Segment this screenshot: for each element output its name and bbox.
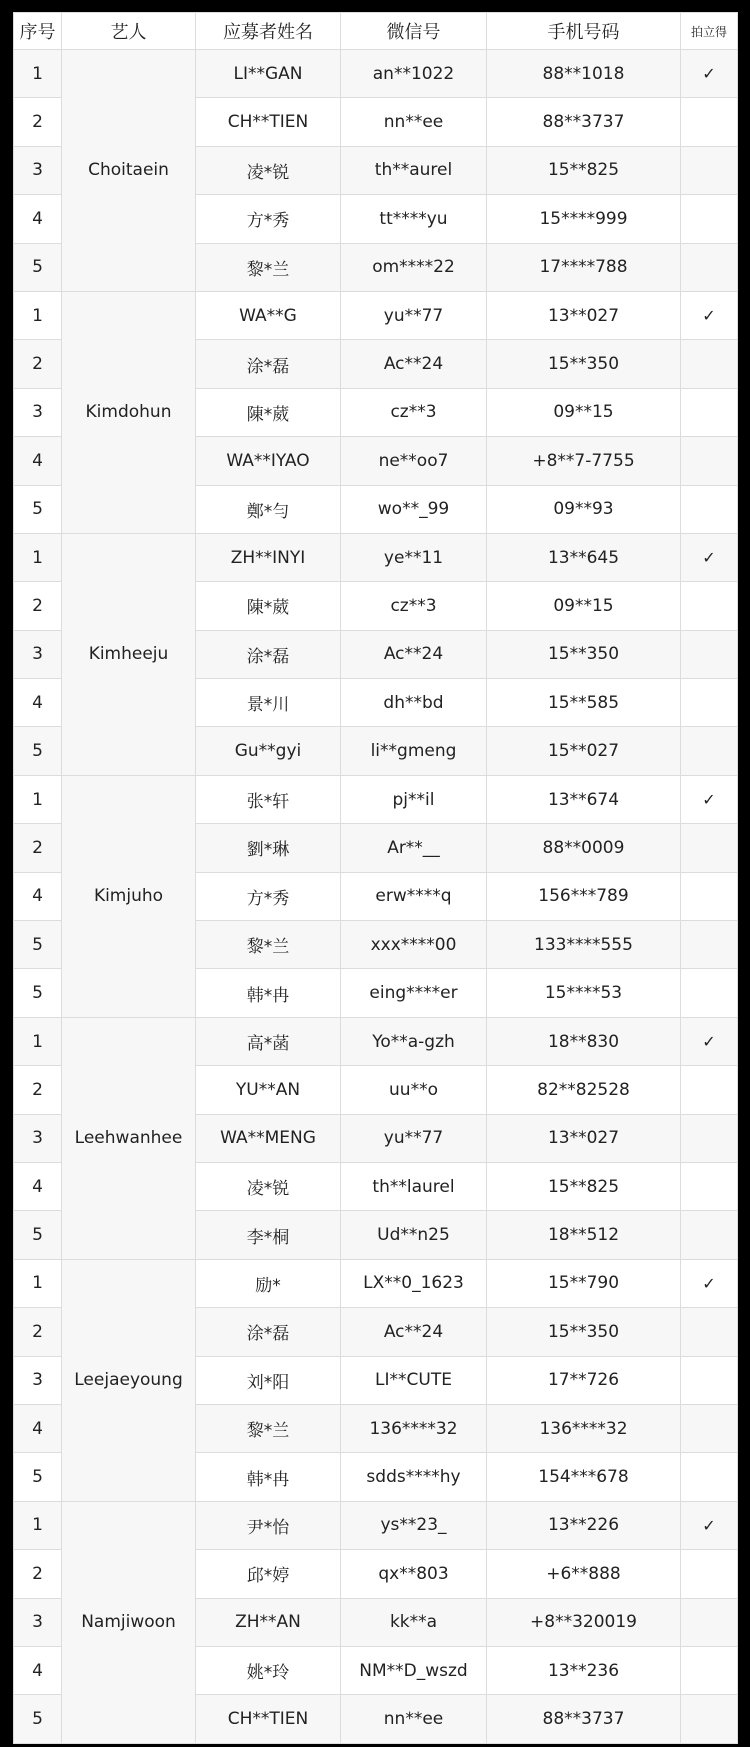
applicant-name: 陳*葳 (196, 388, 341, 436)
artist-name: Choitaein (62, 50, 196, 292)
polaroid-check-mark: ✓ (681, 1259, 738, 1307)
header-artist: 艺人 (62, 13, 196, 50)
row-index: 3 (14, 388, 62, 436)
wechat-id: eing****er (341, 969, 487, 1017)
artist-name: Kimheeju (62, 533, 196, 775)
row-index: 5 (14, 1453, 62, 1501)
table-row (14, 1501, 738, 1549)
row-index: 4 (14, 437, 62, 485)
phone-number: 13**027 (487, 291, 681, 339)
wechat-id: cz**3 (341, 388, 487, 436)
applicant-name: 黎*兰 (196, 921, 341, 969)
wechat-id: om****22 (341, 243, 487, 291)
phone-number: 18**830 (487, 1017, 681, 1065)
polaroid-check-mark (681, 1114, 738, 1162)
wechat-id: nn**ee (341, 1695, 487, 1743)
table-row (14, 1259, 738, 1307)
wechat-id: sdds****hy (341, 1453, 487, 1501)
wechat-id: erw****q (341, 872, 487, 920)
wechat-id: dh**bd (341, 679, 487, 727)
phone-number: 09**93 (487, 485, 681, 533)
applicant-name: WA**G (196, 291, 341, 339)
row-index: 5 (14, 1211, 62, 1259)
polaroid-check-mark (681, 437, 738, 485)
polaroid-check-mark: ✓ (681, 775, 738, 823)
phone-number: 15**350 (487, 630, 681, 678)
applicant-name: 刘*阳 (196, 1356, 341, 1404)
wechat-id: qx**803 (341, 1550, 487, 1598)
polaroid-check-mark (681, 872, 738, 920)
row-index: 2 (14, 1066, 62, 1114)
polaroid-check-mark (681, 1550, 738, 1598)
polaroid-check-mark: ✓ (681, 1501, 738, 1549)
polaroid-check-mark (681, 824, 738, 872)
wechat-id: 136****32 (341, 1404, 487, 1452)
row-index: 1 (14, 50, 62, 98)
phone-number: 88**1018 (487, 50, 681, 98)
wechat-id: Ac**24 (341, 630, 487, 678)
row-index: 4 (14, 1404, 62, 1452)
polaroid-check-mark (681, 630, 738, 678)
table-row (14, 291, 738, 339)
applicant-name: 鄭*勻 (196, 485, 341, 533)
applicant-name: Gu**gyi (196, 727, 341, 775)
phone-number: 13**645 (487, 533, 681, 581)
applicant-name: 涂*磊 (196, 1308, 341, 1356)
polaroid-check-mark (681, 340, 738, 388)
phone-number: 15****53 (487, 969, 681, 1017)
artist-name: Leehwanhee (62, 1017, 196, 1259)
applicant-name: LI**GAN (196, 50, 341, 98)
applicant-name: CH**TIEN (196, 98, 341, 146)
phone-number: 136****32 (487, 1404, 681, 1452)
wechat-id: li**gmeng (341, 727, 487, 775)
phone-number: 13**236 (487, 1646, 681, 1694)
row-index: 1 (14, 1017, 62, 1065)
header-row (14, 13, 738, 50)
wechat-id: Ac**24 (341, 1308, 487, 1356)
wechat-id: Ac**24 (341, 340, 487, 388)
row-index: 4 (14, 679, 62, 727)
winner-table (13, 12, 738, 1744)
phone-number: 13**674 (487, 775, 681, 823)
header-phone: 手机号码 (487, 13, 681, 50)
applicant-name: WA**IYAO (196, 437, 341, 485)
polaroid-check-mark (681, 582, 738, 630)
phone-number: 15**825 (487, 146, 681, 194)
wechat-id: Yo**a-gzh (341, 1017, 487, 1065)
polaroid-check-mark (681, 679, 738, 727)
polaroid-check-mark (681, 388, 738, 436)
applicant-name: 尹*怡 (196, 1501, 341, 1549)
polaroid-check-mark (681, 1162, 738, 1210)
applicant-name: 凌*锐 (196, 1162, 341, 1210)
phone-number: +8**7-7755 (487, 437, 681, 485)
polaroid-check-mark: ✓ (681, 291, 738, 339)
phone-number: +8**320019 (487, 1598, 681, 1646)
row-index: 4 (14, 872, 62, 920)
row-index: 2 (14, 98, 62, 146)
applicant-name: 姚*玲 (196, 1646, 341, 1694)
phone-number: 15****999 (487, 195, 681, 243)
polaroid-check-mark (681, 195, 738, 243)
table-row (14, 50, 738, 98)
phone-number: 15**350 (487, 340, 681, 388)
row-index: 2 (14, 340, 62, 388)
row-index: 5 (14, 969, 62, 1017)
applicant-name: 凌*锐 (196, 146, 341, 194)
applicant-name: 劉*琳 (196, 824, 341, 872)
row-index: 2 (14, 1550, 62, 1598)
wechat-id: ys**23_ (341, 1501, 487, 1549)
table-body (14, 50, 738, 1744)
phone-number: 88**3737 (487, 1695, 681, 1743)
row-index: 1 (14, 1259, 62, 1307)
wechat-id: pj**il (341, 775, 487, 823)
polaroid-check-mark (681, 1211, 738, 1259)
applicant-name: 邱*婷 (196, 1550, 341, 1598)
phone-number: 17**726 (487, 1356, 681, 1404)
phone-number: 13**027 (487, 1114, 681, 1162)
applicant-name: CH**TIEN (196, 1695, 341, 1743)
artist-name: Leejaeyoung (62, 1259, 196, 1501)
row-index: 4 (14, 195, 62, 243)
header-applicant: 应募者姓名 (196, 13, 341, 50)
row-index: 1 (14, 533, 62, 581)
row-index: 3 (14, 1356, 62, 1404)
phone-number: +6**888 (487, 1550, 681, 1598)
row-index: 5 (14, 485, 62, 533)
applicant-name: 李*桐 (196, 1211, 341, 1259)
artist-name: Kimjuho (62, 775, 196, 1017)
row-index: 4 (14, 1162, 62, 1210)
wechat-id: nn**ee (341, 98, 487, 146)
phone-number: 15**350 (487, 1308, 681, 1356)
applicant-name: 涂*磊 (196, 630, 341, 678)
wechat-id: yu**77 (341, 291, 487, 339)
row-index: 1 (14, 775, 62, 823)
table-row (14, 1017, 738, 1065)
wechat-id: an**1022 (341, 50, 487, 98)
row-index: 3 (14, 1114, 62, 1162)
artist-name: Namjiwoon (62, 1501, 196, 1743)
phone-number: 15**027 (487, 727, 681, 775)
row-index: 2 (14, 824, 62, 872)
polaroid-check-mark (681, 485, 738, 533)
row-index: 5 (14, 921, 62, 969)
applicant-name: YU**AN (196, 1066, 341, 1114)
wechat-id: cz**3 (341, 582, 487, 630)
polaroid-check-mark (681, 921, 738, 969)
row-index: 2 (14, 1308, 62, 1356)
wechat-id: ne**oo7 (341, 437, 487, 485)
phone-number: 156***789 (487, 872, 681, 920)
applicant-name: 方*秀 (196, 195, 341, 243)
wechat-id: th**laurel (341, 1162, 487, 1210)
phone-number: 82**82528 (487, 1066, 681, 1114)
header-wechat: 微信号 (341, 13, 487, 50)
phone-number: 17****788 (487, 243, 681, 291)
phone-number: 15**790 (487, 1259, 681, 1307)
wechat-id: yu**77 (341, 1114, 487, 1162)
wechat-id: wo**_99 (341, 485, 487, 533)
phone-number: 15**585 (487, 679, 681, 727)
applicant-name: 韩*冉 (196, 969, 341, 1017)
phone-number: 18**512 (487, 1211, 681, 1259)
row-index: 5 (14, 243, 62, 291)
phone-number: 154***678 (487, 1453, 681, 1501)
row-index: 3 (14, 146, 62, 194)
phone-number: 13**226 (487, 1501, 681, 1549)
wechat-id: th**aurel (341, 146, 487, 194)
row-index: 5 (14, 1695, 62, 1743)
wechat-id: uu**o (341, 1066, 487, 1114)
polaroid-check-mark (681, 98, 738, 146)
wechat-id: kk**a (341, 1598, 487, 1646)
phone-number: 15**825 (487, 1162, 681, 1210)
wechat-id: xxx****00 (341, 921, 487, 969)
polaroid-check-mark (681, 243, 738, 291)
polaroid-check-mark (681, 1404, 738, 1452)
winner-table-sheet (13, 12, 737, 1735)
phone-number: 88**0009 (487, 824, 681, 872)
applicant-name: 涂*磊 (196, 340, 341, 388)
polaroid-check-mark (681, 1066, 738, 1114)
polaroid-check-mark (681, 1695, 738, 1743)
header-index: 序号 (14, 13, 62, 50)
applicant-name: WA**MENG (196, 1114, 341, 1162)
applicant-name: 黎*兰 (196, 243, 341, 291)
polaroid-check-mark: ✓ (681, 533, 738, 581)
polaroid-check-mark (681, 1646, 738, 1694)
wechat-id: tt****yu (341, 195, 487, 243)
applicant-name: 陳*葳 (196, 582, 341, 630)
wechat-id: LI**CUTE (341, 1356, 487, 1404)
wechat-id: ye**11 (341, 533, 487, 581)
polaroid-check-mark (681, 146, 738, 194)
applicant-name: 韩*冉 (196, 1453, 341, 1501)
wechat-id: Ud**n25 (341, 1211, 487, 1259)
polaroid-check-mark (681, 969, 738, 1017)
phone-number: 09**15 (487, 388, 681, 436)
polaroid-check-mark (681, 1356, 738, 1404)
polaroid-check-mark (681, 1453, 738, 1501)
row-index: 4 (14, 1646, 62, 1694)
row-index: 3 (14, 630, 62, 678)
row-index: 3 (14, 1598, 62, 1646)
applicant-name: 励* (196, 1259, 341, 1307)
phone-number: 09**15 (487, 582, 681, 630)
applicant-name: ZH**AN (196, 1598, 341, 1646)
applicant-name: 方*秀 (196, 872, 341, 920)
row-index: 1 (14, 1501, 62, 1549)
applicant-name: 景*川 (196, 679, 341, 727)
polaroid-check-mark (681, 1598, 738, 1646)
row-index: 5 (14, 727, 62, 775)
polaroid-check-mark (681, 727, 738, 775)
wechat-id: Ar**__ (341, 824, 487, 872)
polaroid-check-mark (681, 1308, 738, 1356)
applicant-name: 高*菡 (196, 1017, 341, 1065)
header-polaroid: 拍立得 (681, 13, 738, 50)
wechat-id: LX**0_1623 (341, 1259, 487, 1307)
row-index: 2 (14, 582, 62, 630)
table-row (14, 533, 738, 581)
applicant-name: 张*轩 (196, 775, 341, 823)
artist-name: Kimdohun (62, 291, 196, 533)
phone-number: 88**3737 (487, 98, 681, 146)
polaroid-check-mark: ✓ (681, 1017, 738, 1065)
phone-number: 133****555 (487, 921, 681, 969)
applicant-name: ZH**INYI (196, 533, 341, 581)
applicant-name: 黎*兰 (196, 1404, 341, 1452)
row-index: 1 (14, 291, 62, 339)
wechat-id: NM**D_wszd (341, 1646, 487, 1694)
polaroid-check-mark: ✓ (681, 50, 738, 98)
table-row (14, 775, 738, 823)
